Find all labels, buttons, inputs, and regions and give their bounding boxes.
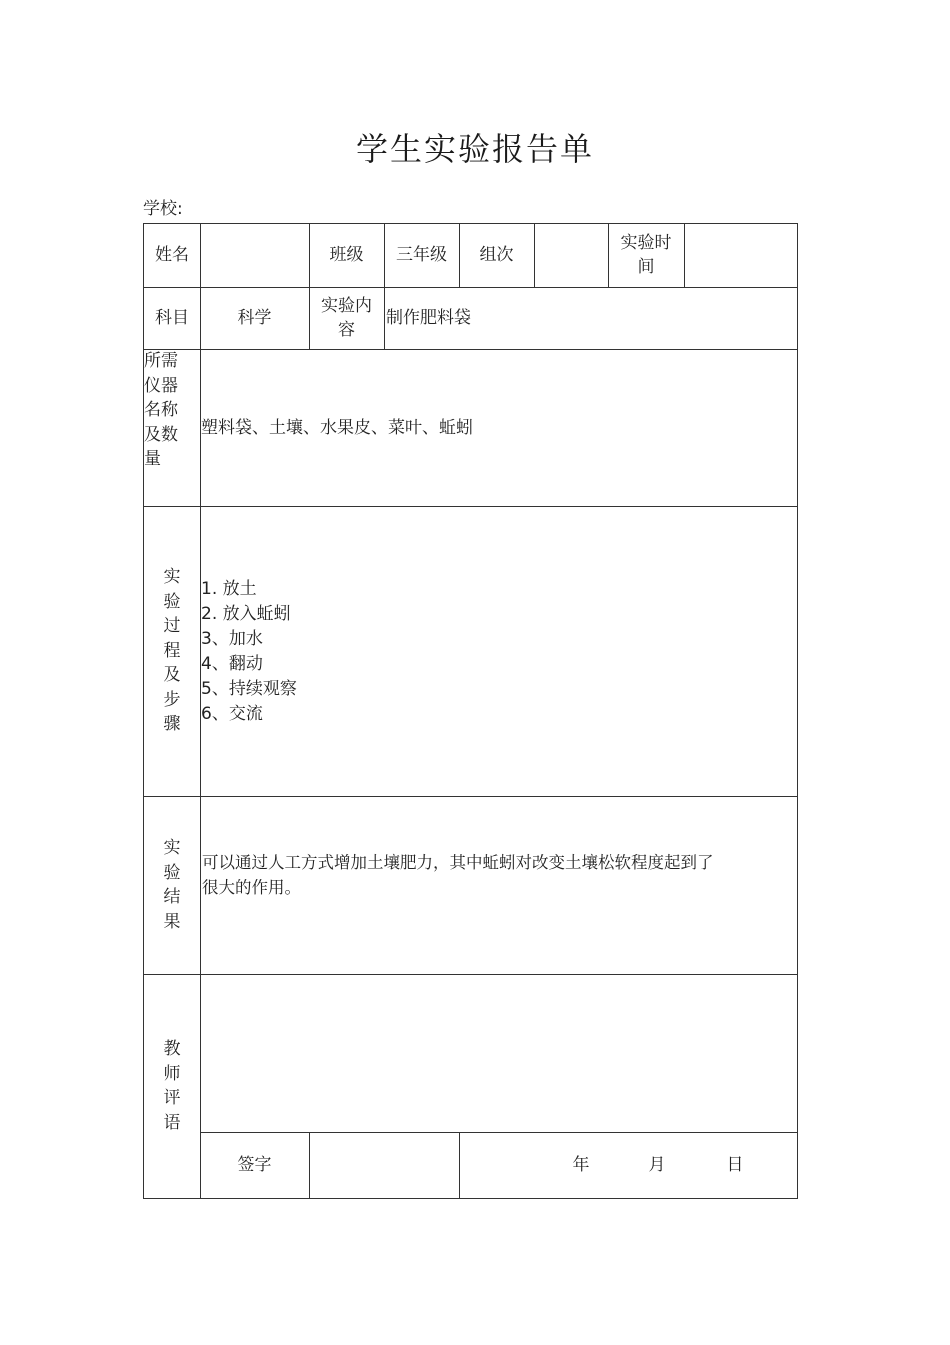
result-text (202, 850, 792, 900)
date-month-label: 月 (648, 1155, 666, 1175)
process-label-char: 步 (163, 689, 181, 710)
page-title: 学生实验报告单 (355, 130, 594, 168)
process-label-char: 及 (163, 665, 181, 686)
process-label-char: 程 (163, 640, 181, 661)
comment-label-char: 师 (163, 1063, 181, 1084)
process-steps (201, 577, 297, 727)
result-line: 很大的作用。 (202, 878, 301, 897)
content-value: 制作肥料袋 (386, 308, 471, 328)
materials-label-line: 量 (144, 449, 161, 469)
row-divider (143, 506, 798, 507)
result-label-char: 结 (163, 887, 181, 907)
process-label-char: 过 (163, 616, 181, 637)
table-border-right (797, 223, 798, 1199)
comment-label-char: 评 (163, 1088, 181, 1108)
teacher-comment-label (143, 974, 201, 1198)
time-label (608, 223, 684, 287)
result-line: 可以通过人工方式增加土壤肥力，其中蚯蚓对改变土壤松软程度起到了 (202, 853, 714, 872)
content-label-line1: 实验内 (321, 295, 372, 316)
date-day-label: 日 (726, 1155, 744, 1175)
materials-label-line: 及数 (144, 424, 178, 445)
content-label-line2: 容 (338, 320, 355, 340)
result-label-char: 果 (163, 911, 181, 932)
process-step: 2. 放入蚯蚓 (201, 604, 291, 624)
teacher-comment-field[interactable] (201, 975, 797, 1132)
materials-label-line: 仪器 (144, 375, 178, 396)
group-label: 组次 (479, 245, 514, 265)
time-field[interactable] (685, 224, 797, 287)
process-step: 1. 放土 (201, 579, 257, 599)
time-label-line1: 实验时 (620, 232, 672, 253)
process-label (143, 506, 201, 796)
content-label (309, 287, 384, 349)
process-label-char: 实 (163, 567, 181, 588)
result-label-char: 实 (163, 838, 181, 858)
materials-label-line: 所需 (144, 351, 178, 371)
sign-label: 签字 (237, 1155, 272, 1175)
column-divider (459, 1132, 460, 1199)
subject-label: 科目 (155, 308, 189, 328)
date-year-label: 年 (572, 1155, 590, 1175)
process-step: 6、交流 (201, 704, 263, 724)
materials-label (144, 349, 200, 506)
comment-label-char: 语 (163, 1112, 181, 1133)
table-border-bottom (143, 1198, 798, 1199)
class-value: 三年级 (396, 245, 447, 265)
process-label-char: 验 (163, 591, 181, 612)
comment-label-char: 教 (163, 1039, 181, 1059)
time-label-line2: 间 (637, 257, 655, 277)
group-field[interactable] (535, 224, 608, 287)
row-divider (143, 796, 798, 797)
result-label-char: 验 (163, 862, 181, 883)
result-label (143, 796, 201, 974)
process-step: 3、加水 (201, 629, 263, 649)
materials-value: 塑料袋、土壤、水果皮、菜叶、蚯蚓 (201, 417, 473, 438)
process-step: 4、翻动 (201, 654, 263, 674)
name-label: 姓名 (155, 245, 189, 265)
class-label: 班级 (329, 245, 364, 265)
materials-label-line: 名称 (144, 400, 178, 420)
process-label-char: 骤 (163, 714, 181, 735)
signature-field[interactable] (310, 1133, 459, 1198)
school-label: 学校: (143, 199, 183, 219)
subject-value: 科学 (237, 308, 272, 328)
process-step: 5、持续观察 (201, 679, 297, 699)
name-field[interactable] (201, 224, 309, 287)
